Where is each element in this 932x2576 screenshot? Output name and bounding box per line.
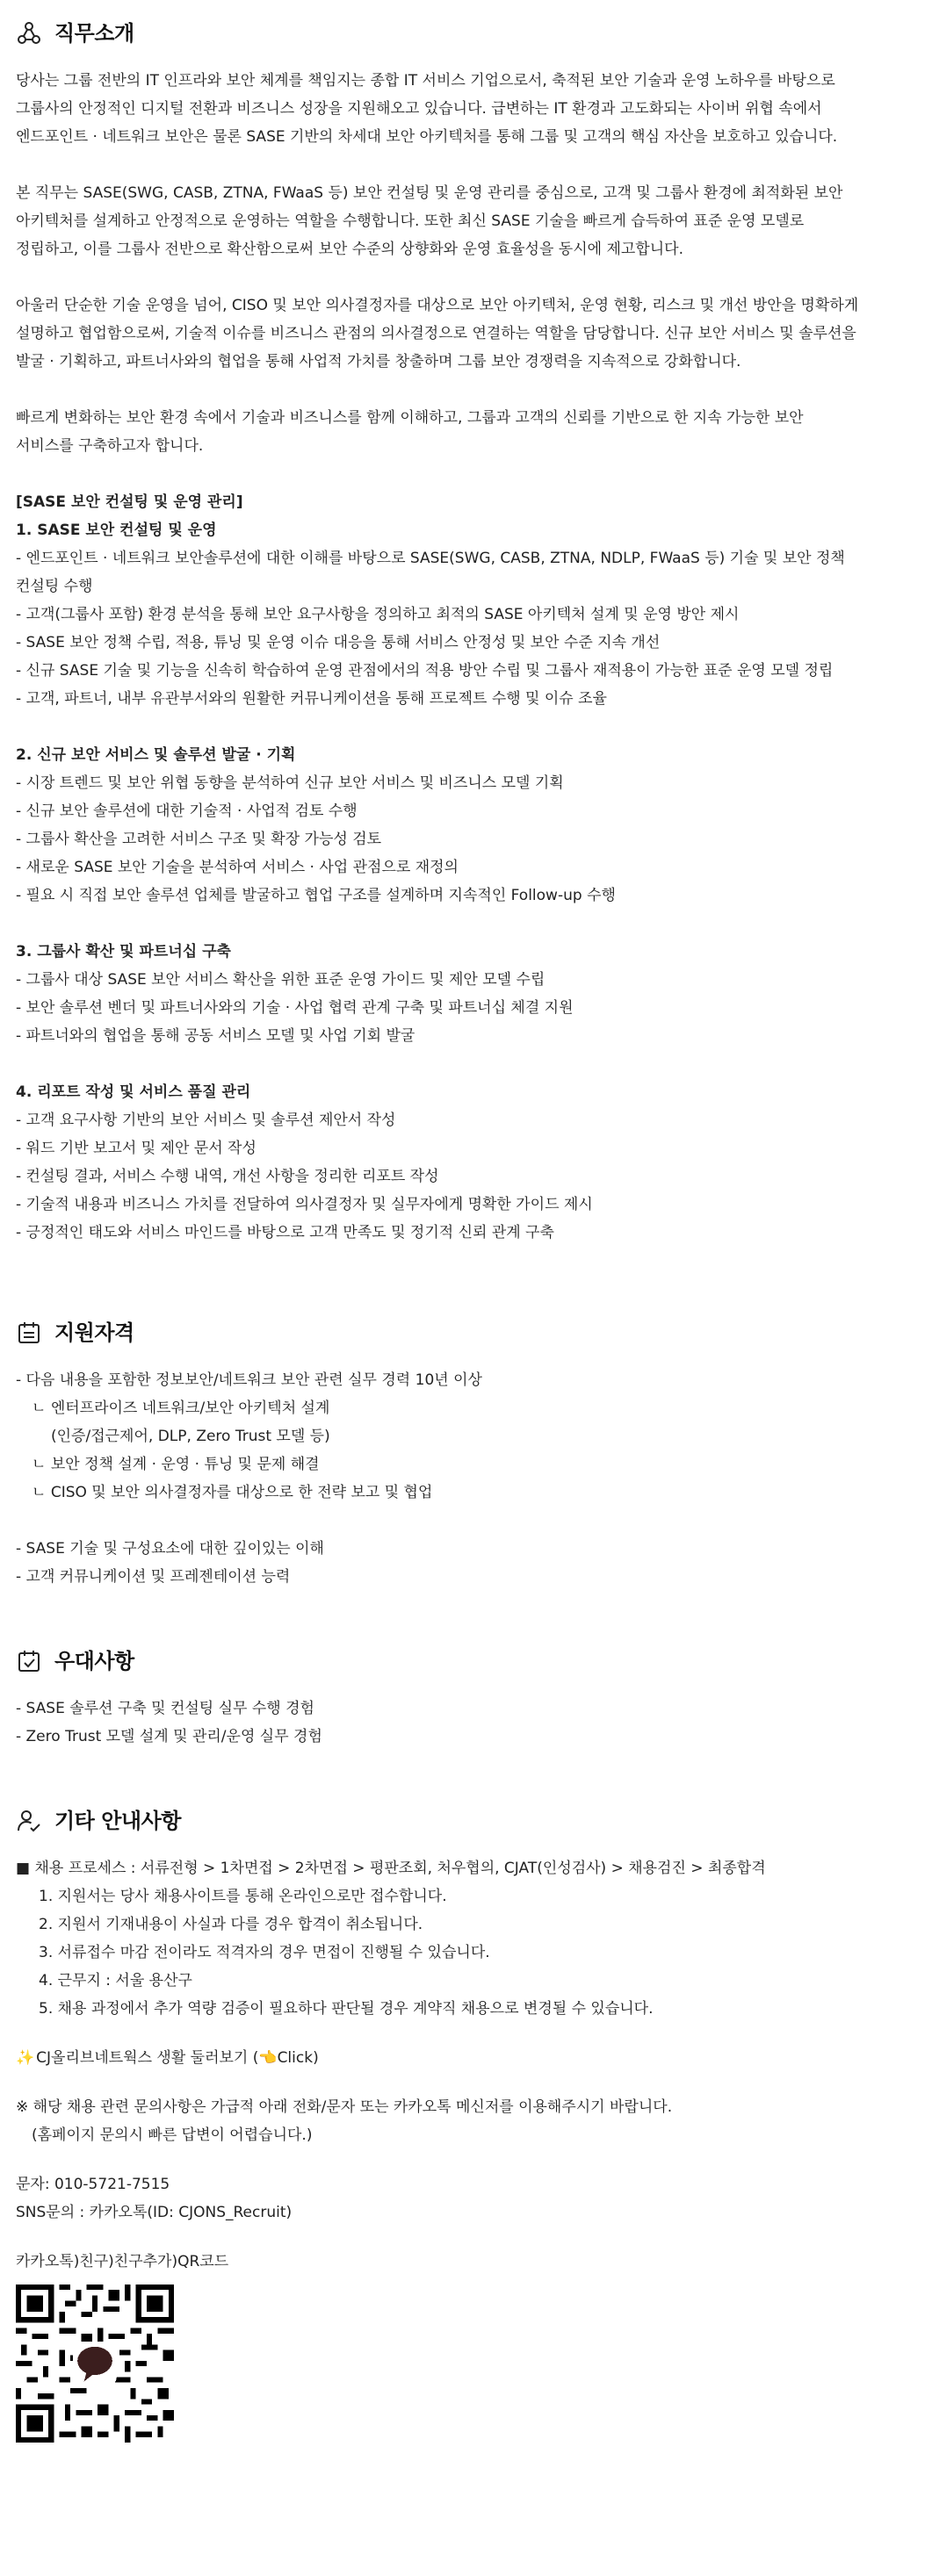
calendar-check-icon	[16, 1648, 42, 1674]
duty-bracket-title: [SASE 보안 컨설팅 및 운영 관리]	[16, 493, 243, 511]
text-line: 빠르게 변화하는 보안 환경 속에서 기술과 비즈니스를 함께 이해하고, 그룹과 고객의 신뢰를 기반으로 한 지속 가능한 보안	[16, 409, 804, 427]
job-intro-paragraph	[16, 67, 918, 151]
section-header-job	[16, 18, 918, 49]
person-check-icon	[16, 1808, 42, 1834]
text-line: 당사는 그룹 전반의 IT 인프라와 보안 체계를 책임지는 종합 IT 서비스 기업으로서, 축적된 보안 기술과 운영 노하우를 바탕으로	[16, 72, 835, 90]
duty-item: - 기술적 내용과 비즈니스 가치를 전달하여 의사결정자 및 실무자에게 명확한 가이드 제시	[16, 1196, 593, 1213]
life-tour-link[interactable]	[16, 2044, 918, 2072]
duty-item: - 워드 기반 보고서 및 제안 문서 작성	[16, 1140, 256, 1157]
notice-item: 4. 근무지 : 서울 용산구	[39, 1972, 192, 1990]
duty-item: - 신규 보안 솔루션에 대한 기술적 · 사업적 검토 수행	[16, 802, 358, 820]
duty-item: - SASE 보안 정책 수립, 적용, 튜닝 및 운영 이슈 대응을 통해 서비스 안정성 및 보안 수준 지속 개선	[16, 634, 661, 651]
section-title: 기타 안내사항	[54, 1809, 181, 1833]
text-line: 아울러 단순한 기술 운영을 넘어, CISO 및 보안 의사결정자를 대상으로 보안 아키텍처, 운영 현황, 리스크 및 개선 방안을 명확하게	[16, 297, 859, 314]
notice-list	[16, 1882, 918, 2023]
text-line: 발굴 · 기획하고, 파트너사와의 협업을 통해 사업적 가치를 창출하며 그룹 보안 경쟁력을 지속적으로 강화합니다.	[16, 353, 741, 371]
section-header-qualifications	[16, 1317, 918, 1349]
text-line: 그룹사의 안정적인 디지털 전환과 비즈니스 성장을 지원해오고 있습니다. 급변하는 IT 환경과 고도화되는 사이버 위협 속에서	[16, 100, 822, 118]
qualification-item: - 고객 커뮤니케이션 및 프레젠테이션 능력	[16, 1568, 291, 1586]
duty-item: - 그룹사 대상 SASE 보안 서비스 확산을 위한 표준 운영 가이드 및 제안 모델 수립	[16, 971, 545, 989]
section-header-preferred	[16, 1645, 918, 1677]
duty-item: - 새로운 SASE 보안 기술을 분석하여 서비스 · 사업 관점으로 재정의	[16, 859, 459, 876]
pointing-hand-icon: 👈	[258, 2049, 278, 2067]
text-line: 설명하고 협업함으로써, 기술적 이슈를 비즈니스 관점의 의사결정으로 연결하는 역할을 담당합니다. 신규 보안 서비스 및 솔루션을	[16, 325, 856, 342]
text-line: 아키텍처를 설계하고 안정적으로 운영하는 역할을 수행합니다. 또한 최신 SASE 기술을 빠르게 습득하여 표준 운영 모델로	[16, 212, 805, 230]
duty-item: - 필요 시 직접 보안 솔루션 업체를 발굴하고 협업 구조를 설계하며 지속적인 Follow-up 수행	[16, 887, 616, 904]
hiring-process: ■ 채용 프로세스 : 서류전형 > 1차면접 > 2차면접 > 평판조회, 처우협의, CJAT(인성검사) > 채용검진 > 최종합격	[16, 1860, 766, 1877]
section-title: 우대사항	[54, 1649, 134, 1673]
notice-item: 1. 지원서는 당사 채용사이트를 통해 온라인으로만 접수합니다.	[39, 1888, 447, 1905]
job-intro-paragraph	[16, 291, 918, 376]
duty-item: - 컨설팅 결과, 서비스 수행 내역, 개선 사항을 정리한 리포트 작성	[16, 1168, 439, 1185]
duty-item: - 고객(그룹사 포함) 환경 분석을 통해 보안 요구사항을 정의하고 최적의 SASE 아키텍처 설계 및 운영 방안 제시	[16, 606, 740, 623]
duty-group	[16, 938, 918, 1050]
duty-item: - 고객, 파트너, 내부 유관부서와의 원활한 커뮤니케이션을 통해 프로젝트 수행 및 이슈 조율	[16, 690, 607, 708]
text-line: 서비스를 구축하고자 합니다.	[16, 437, 204, 455]
sparkle-star-icon: ✨	[16, 2049, 35, 2067]
duty-item: - 신규 SASE 기술 및 기능을 신속히 학습하여 운영 관점에서의 적용 방안 수립 및 그룹사 재적용이 가능한 표준 운영 모델 정립	[16, 662, 834, 680]
contact-sns: SNS문의 : 카카오톡(ID: CJONS_Recruit)	[16, 2204, 293, 2221]
duty-heading: 1. SASE 보안 컨설팅 및 운영	[16, 522, 217, 539]
text-line: 본 직무는 SASE(SWG, CASB, ZTNA, FWaaS 등) 보안 컨설팅 및 운영 관리를 중심으로, 고객 및 그룹사 환경에 최적화된 보안	[16, 184, 843, 202]
qualification-sub: ㄴ CISO 및 보안 의사결정자를 대상으로 한 전략 보고 및 협업	[32, 1484, 433, 1501]
notice-item: 5. 채용 과정에서 추가 역량 검증이 필요하다 판단될 경우 계약직 채용으로 변경될 수 있습니다.	[39, 2000, 654, 2018]
duty-heading: 2. 신규 보안 서비스 및 솔루션 발굴 · 기획	[16, 746, 296, 764]
kakaotalk-qr-code[interactable]	[16, 2285, 174, 2443]
notice-item: 2. 지원서 기재내용이 사실과 다를 경우 합격이 취소됩니다.	[39, 1916, 423, 1933]
section-header-etc	[16, 1805, 918, 1837]
preferred-item: - Zero Trust 모델 설계 및 관리/운영 실무 경험	[16, 1728, 322, 1745]
calendar-list-icon	[16, 1320, 42, 1346]
duty-heading: 4. 리포트 작성 및 서비스 품질 관리	[16, 1083, 251, 1101]
qualification-sub: ㄴ 보안 정책 설계 · 운영 · 튜닝 및 문제 해결	[32, 1456, 320, 1473]
text-line: 엔드포인트 · 네트워크 보안은 물론 SASE 기반의 차세대 보안 아키텍처를 통해 그룹 및 고객의 핵심 자산을 보호하고 있습니다.	[16, 128, 838, 146]
duty-group	[16, 516, 918, 713]
duty-item: 컨설팅 수행	[16, 578, 93, 595]
life-tour-text: CJ올리브네트웍스 생활 둘러보기 (	[36, 2049, 259, 2067]
duty-group	[16, 741, 918, 910]
job-intro-paragraph	[16, 179, 918, 263]
duty-group	[16, 1078, 918, 1247]
qr-label: 카카오톡)친구)친구추가)QR코드	[16, 2253, 229, 2270]
notice-item: 3. 서류접수 마감 전이라도 적격자의 경우 면접이 진행될 수 있습니다.	[39, 1944, 490, 1961]
qualification-sub: (인증/접근제어, DLP, Zero Trust 모델 등)	[51, 1428, 330, 1445]
duty-item: - 보안 솔루션 벤더 및 파트너사와의 기술 · 사업 협력 관계 구축 및 파트너십 체결 지원	[16, 999, 574, 1017]
duty-item: - 고객 요구사항 기반의 보안 서비스 및 솔루션 제안서 작성	[16, 1112, 396, 1129]
contact-phone: 문자: 010-5721-7515	[16, 2176, 170, 2193]
click-text: Click)	[277, 2049, 319, 2067]
job-intro-paragraph	[16, 404, 918, 460]
section-title: 직무소개	[54, 21, 134, 46]
inquiry-note: ※ 해당 채용 관련 문의사항은 가급적 아래 전화/문자 또는 카카오톡 메신저를 이용해주시기 바랍니다.	[16, 2098, 673, 2116]
duty-item: - 그룹사 확산을 고려한 서비스 구조 및 확장 가능성 검토	[16, 831, 382, 848]
qualification-main: - 다음 내용을 포함한 정보보안/네트워크 보안 관련 실무 경력 10년 이상	[16, 1371, 482, 1389]
duty-item: - 엔드포인트 · 네트워크 보안솔루션에 대한 이해를 바탕으로 SASE(SWG, CASB, ZTNA, NDLP, FWaaS 등) 기술 및 보안 정책	[16, 550, 845, 567]
qualification-sub: ㄴ 엔터프라이즈 네트워크/보안 아키텍처 설계	[32, 1400, 330, 1417]
qualification-item: - SASE 기술 및 구성요소에 대한 깊이있는 이해	[16, 1540, 324, 1558]
duty-heading: 3. 그룹사 확산 및 파트너십 구축	[16, 943, 231, 961]
duty-item: - 파트너와의 협업을 통해 공동 서비스 모델 및 사업 기회 발굴	[16, 1027, 415, 1045]
network-nodes-icon	[16, 20, 42, 47]
duty-item: - 시장 트렌드 및 보안 위협 동향을 분석하여 신규 보안 서비스 및 비즈니스 모델 기획	[16, 774, 564, 792]
inquiry-note: (홈페이지 문의시 빠른 답변이 어렵습니다.)	[32, 2126, 313, 2144]
text-line: 정립하고, 이를 그룹사 전반으로 확산함으로써 보안 수준의 상향화와 운영 효율성을 동시에 제고합니다.	[16, 241, 683, 258]
duty-item: - 긍정적인 태도와 서비스 마인드를 바탕으로 고객 만족도 및 정기적 신뢰 관계 구축	[16, 1224, 554, 1241]
section-title: 지원자격	[54, 1320, 134, 1345]
preferred-item: - SASE 솔루션 구축 및 컨설팅 실무 수행 경험	[16, 1700, 314, 1717]
